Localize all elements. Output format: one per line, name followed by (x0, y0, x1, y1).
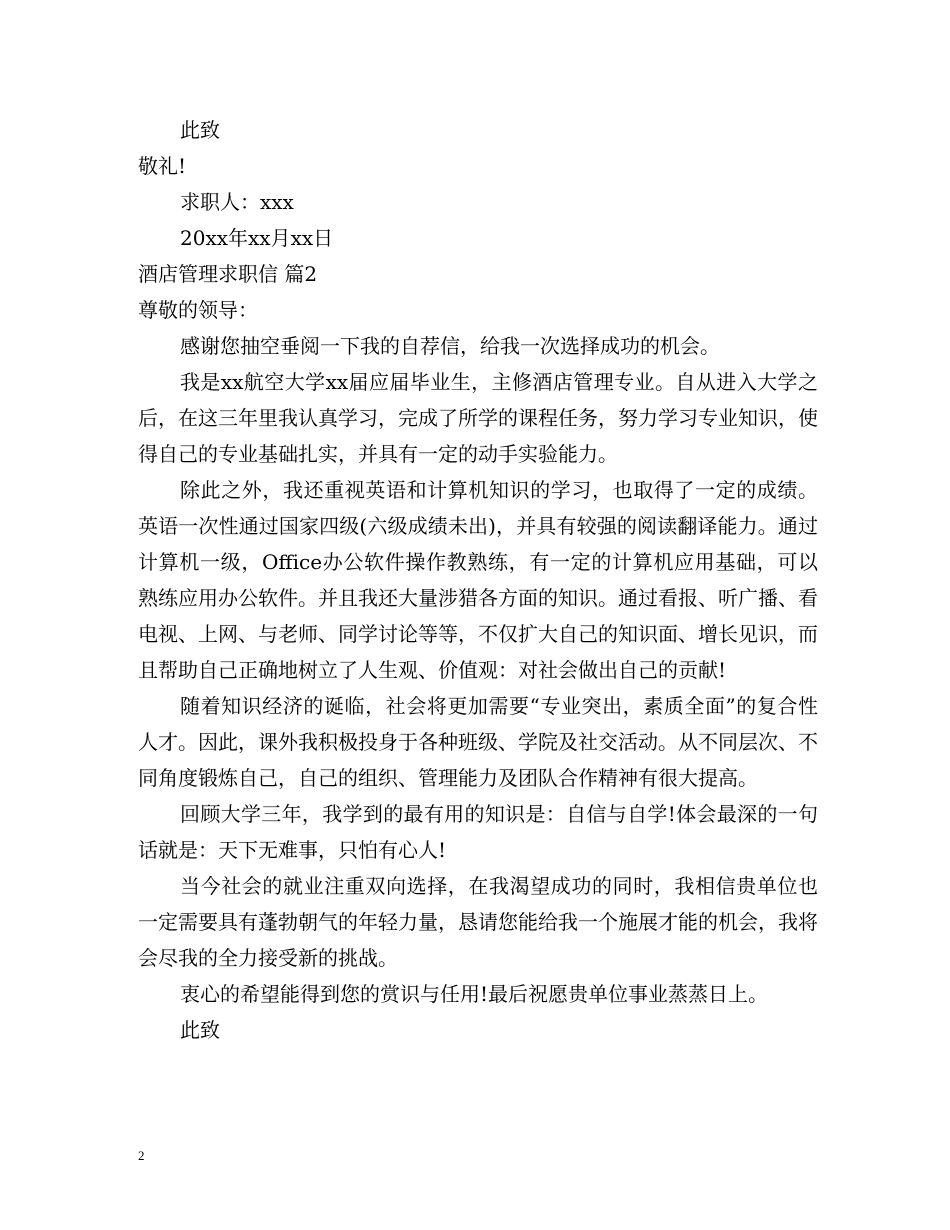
date-line: 20xx年xx月xx日 (180, 226, 334, 250)
greeting-line: 尊敬的领导： (138, 298, 258, 322)
paragraph-1: 感谢您抽空垂阅一下我的自荐信，给我一次选择成功的机会。 (180, 334, 720, 358)
signature-line: 求职人：xxx (180, 190, 294, 214)
paragraph-4: 随着知识经济的诞临，社会将更加需要“专业突出，素质全面”的复合性人才。因此，课外我积极投身于各种班级、学院及社交活动。从不同层次、不同角度锻炼自己，自己的组织、管理能力及团队合作精神有很大提高。 (138, 694, 818, 790)
paragraph-5: 回顾大学三年，我学到的最有用的知识是：自信与自学!体会最深的一句话就是：天下无难事，只怕有心人! (138, 802, 818, 862)
paragraph-3: 除此之外，我还重视英语和计算机知识的学习，也取得了一定的成绩。英语一次性通过国家四级(六级成绩未出)，并具有较强的阅读翻译能力。通过计算机一级，Office办公软件操作教熟练，有一定的计算机应用基础，可以熟练应用办公软件。并且我还大量涉猎各方面的知识。通过看报、听广播、看电视、上网、与老师、同学讨论等等，不仅扩大自己的知识面、增长见识，而且帮助自己正确地树立了人生观、价值观：对社会做出自己的贡献! (138, 478, 818, 682)
section-title: 酒店管理求职信 篇2 (138, 262, 318, 286)
page-number: 2 (138, 1148, 145, 1163)
letter-body (138, 112, 818, 1048)
paragraph-2: 我是xx航空大学xx届应届毕业生，主修酒店管理专业。自从进入大学之后，在这三年里我认真学习，完成了所学的课程任务，努力学习专业知识，使得自己的专业基础扎实，并具有一定的动手实验能力。 (138, 370, 818, 466)
salute-line: 敬礼! (138, 154, 187, 178)
paragraph-6: 当今社会的就业注重双向选择，在我渴望成功的同时，我相信贵单位也一定需要具有蓬勃朝气的年轻力量，恳请您能给我一个施展才能的机会，我将会尽我的全力接受新的挑战。 (138, 874, 818, 970)
closing-line: 此致 (180, 118, 220, 142)
paragraph-7: 衷心的希望能得到您的赏识与任用!最后祝愿贵单位事业蒸蒸日上。 (180, 982, 769, 1006)
closing-line-2: 此致 (180, 1018, 220, 1042)
